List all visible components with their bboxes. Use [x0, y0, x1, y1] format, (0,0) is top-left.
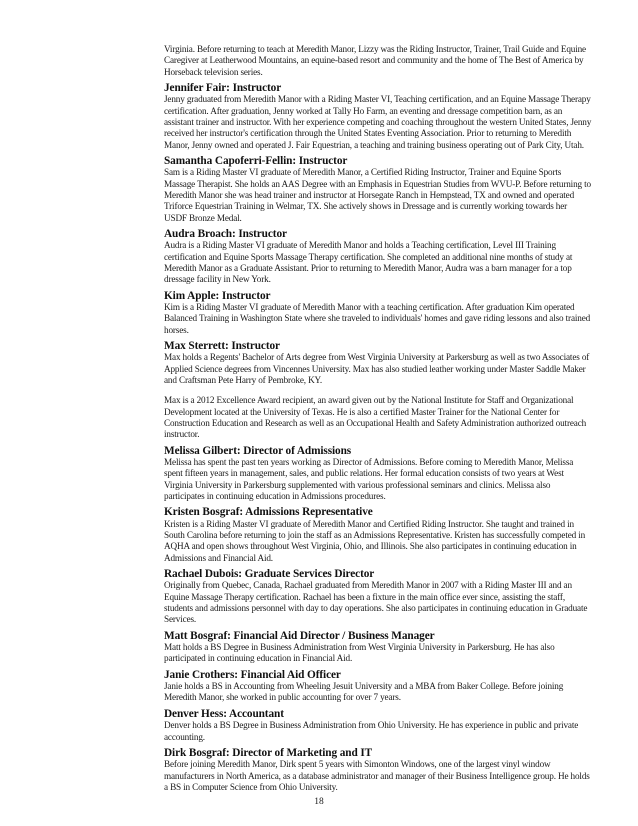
staff-entry: [164, 445, 592, 503]
staff-heading: Matt Bosgraf: Financial Aid Director / Business Manager: [164, 629, 435, 642]
staff-bio-paragraph: Max holds a Regents' Bachelor of Arts degree from West Virginia University at Parkersburg as well as two Associates of Applied Science degrees from Vincennes University. Max has also studied leather working under Master Saddle Maker and Craftsman Pete Harry of Pembroke, KY.: [164, 352, 590, 386]
staff-bio-paragraph: Kristen is a Riding Master VI graduate of Meredith Manor and Certified Riding Instructor. She taught and trained in South Carolina before returning to join the staff as an Admissions Representative. Kristen has successfully competed in AQHA and open shows throughout West Virginia, Ohio, and Illinois. She also participates in continuing education in Admissions and Financial Aid.: [164, 518, 586, 563]
staff-heading: Rachael Dubois: Graduate Services Director: [164, 567, 375, 580]
staff-entry: [164, 708, 592, 743]
staff-entry: [164, 506, 592, 564]
staff-entry: [164, 290, 592, 336]
staff-entry: [164, 82, 592, 151]
staff-entry: [164, 340, 592, 441]
intro-paragraph: Virginia. Before returning to teach at Meredith Manor, Lizzy was the Riding Instructor, Trainer, Trail Guide and Equine Caregiver at Leatherwood Mountains, an equine-based resort and community and the home of The Best of America by Horseback television series.: [164, 44, 586, 77]
staff-heading: Janie Crothers: Financial Aid Officer: [164, 668, 341, 681]
staff-bio-paragraph: Janie holds a BS in Accounting from Wheeling Jesuit University and a MBA from Baker College. Before joining Meredith Manor, she worked in public accounting for over 7 years.: [164, 681, 564, 703]
staff-heading: Jennifer Fair: Instructor: [164, 81, 282, 94]
staff-heading: Dirk Bosgraf: Director of Marketing and IT: [164, 746, 373, 759]
staff-entry: [164, 747, 592, 793]
staff-heading: Kim Apple: Instructor: [164, 289, 271, 302]
staff-bio-paragraph: Matt holds a BS Degree in Business Administration from West Virginia University in Parkersburg. He has also participated in continuing education in Financial Aid.: [164, 642, 555, 664]
staff-bio-paragraph: Jenny graduated from Meredith Manor with a Riding Master VI, Teaching certification, and an Equine Massage Therapy certification. After graduation, Jenny worked at Tally Ho Farm, an eventing and dressage competition barn, as an assistant trainer and instructor. With her experience competing and coaching throughout the western United States, Jenny received her instructor's certification through the United States Eventing Association. Prior to returning to Meredith Manor, Jenny owned and operated J. Fair Equestrian, a teaching and training business operating out of Park City, Utah.: [164, 94, 592, 150]
staff-heading: Samantha Capoferri-Fellin: Instructor: [164, 154, 348, 167]
staff-bio-paragraph: Melissa has spent the past ten years working as Director of Admissions. Before coming to Meredith Manor, Melissa spent fifteen years in management, sales, and public relations. Her formal education consists of two years at West Virginia University in Parkersburg supplemented with various professional seminars and clinics. Melissa also participates in continuing education in Admissions procedures.: [164, 457, 574, 501]
staff-bio-paragraph: Audra is a Riding Master VI graduate of Meredith Manor and holds a Teaching certification, Level III Training certification and Equine Sports Massage Therapy certification. She completed an additional nine months of study at Meredith Manor as a Graduate Assistant. Prior to returning to Meredith Manor, Audra was a barn manager for a top dressage facility in New York.: [164, 240, 573, 285]
staff-bio-paragraph: Kim is a Riding Master VI graduate of Meredith Manor with a teaching certification. After graduation Kim operated Balanced Training in Washington State where she traveled to individuals' homes and gave riding lessons and also trained horses.: [164, 302, 591, 335]
staff-entry: [164, 228, 592, 286]
staff-heading: Kristen Bosgraf: Admissions Representative: [164, 506, 373, 519]
staff-bio-paragraph: Denver holds a BS Degree in Business Administration from Ohio University. He has experience in public and private accounting.: [164, 720, 579, 742]
staff-heading: Max Sterrett: Instructor: [164, 339, 280, 352]
staff-heading: Melissa Gilbert: Director of Admissions: [164, 444, 352, 457]
staff-heading: Denver Hess: Accountant: [164, 707, 284, 720]
staff-list: [164, 82, 592, 793]
staff-heading: Audra Broach: Instructor: [164, 227, 287, 240]
staff-bio-paragraph: Before joining Meredith Manor, Dirk spent 5 years with Simonton Windows, one of the largest vinyl window manufacturers in North America, as a database administrator and manager of their Business Intelligence group. He holds a BS in Computer Science from Ohio University.: [164, 759, 590, 792]
staff-entry: [164, 669, 592, 704]
staff-bio-paragraph: Sam is a Riding Master VI graduate of Meredith Manor, a Certified Riding Instructor, Trainer and Equine Sports Massage Therapist. She holds an AAS Degree with an Emphasis in Equestrian Studies from WVU-P. Before returning to Meredith Manor she was head trainer and instructor at Horsegate Ranch in Hempstead, TX and owned and operated Triforce Equestrian Training in Welmar, TX. She actively shows in Dressage and is currently working towards her USDF Bronze Medal.: [164, 167, 591, 223]
staff-entry: [164, 155, 592, 224]
staff-entry: [164, 630, 592, 665]
staff-bio-paragraph: Originally from Quebec, Canada, Rachael graduated from Meredith Manor in 2007 with a Riding Master III and an Equine Massage Therapy certification. Rachael has been a fixture in the main office ever since, assisting the staff, students and admissions personnel with day to day operations. She also participates in continuing education in Graduate Services.: [164, 580, 588, 625]
staff-bio-paragraph: Max is a 2012 Excellence Award recipient, an award given out by the National Institute for Staff and Organizational Development located at the University of Texas. He is also a certified Master Trainer for the National Center for Construction Education and Research as well as an Occupational Health and Safety Administration authorized outreach instructor.: [164, 395, 587, 440]
staff-entry: [164, 568, 592, 626]
page-number: 18: [314, 797, 324, 807]
page-content: [164, 44, 592, 797]
